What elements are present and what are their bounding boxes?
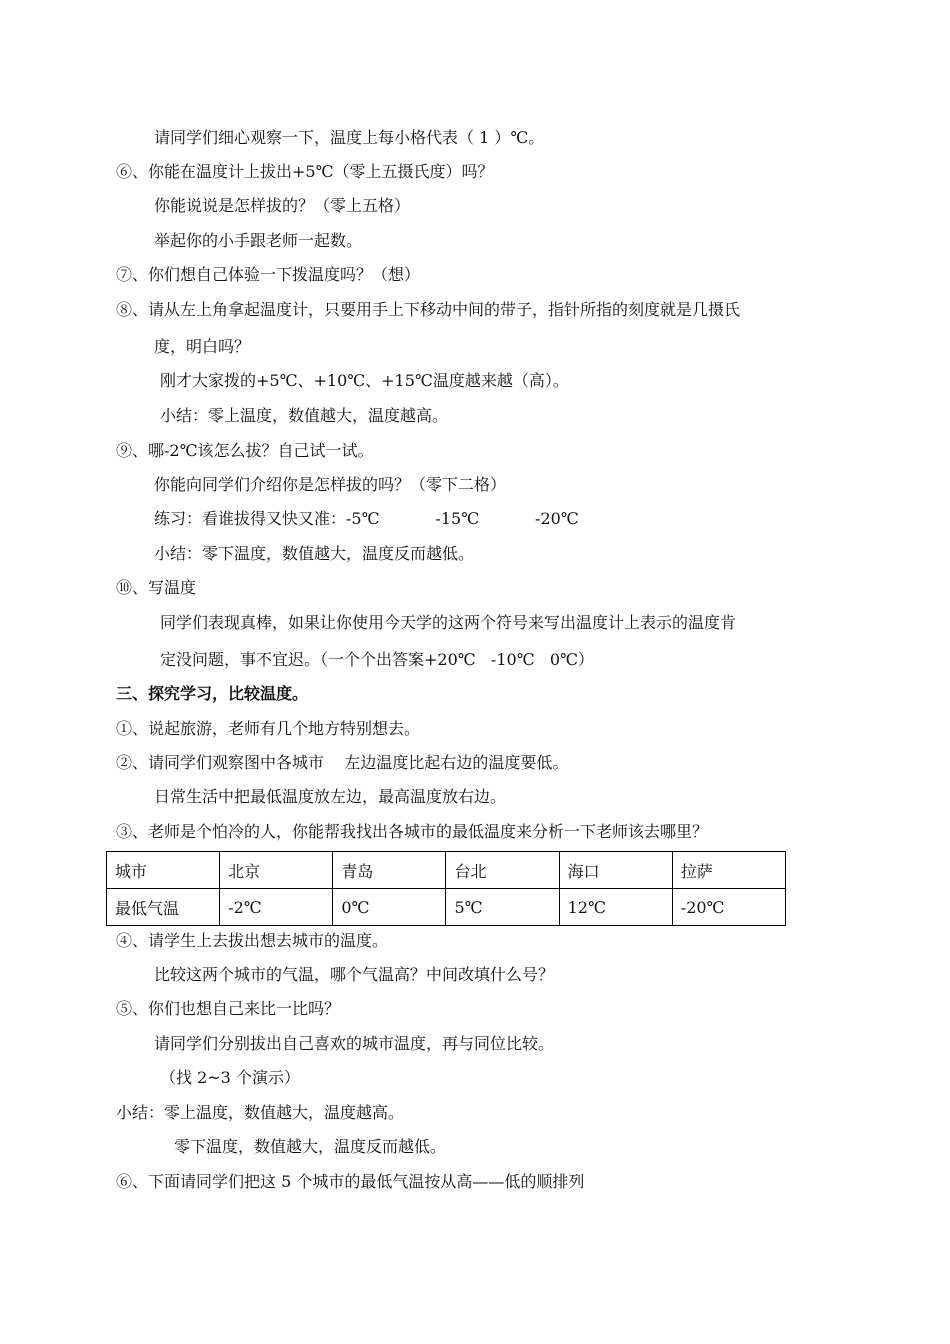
table-cell: 最低气温 [107, 889, 220, 926]
section-heading: 三、探究学习，比较温度。 [116, 684, 309, 703]
text-line: ⑥、你能在温度计上拔出+5℃（零上五摄氏度）吗？ [116, 162, 494, 181]
text-line: 你能向同学们介绍你是怎样拔的吗？（零下二格） [154, 475, 507, 494]
table-cell: 12℃ [559, 889, 672, 926]
text-line: ⑦、你们想自己体验一下拨温度吗？（想） [116, 265, 421, 284]
text-line: ⑨、哪-2℃该怎么拔？自己试一试。 [116, 441, 374, 460]
table-cell: 0℃ [333, 889, 446, 926]
table-cell: -2℃ [220, 889, 333, 926]
text-line: ⑧、请从左上角拿起温度计，只要用手上下移动中间的带子，指针所指的刻度就是几摄氏 [116, 300, 741, 319]
text-line: 同学们表现真棒，如果让你使用今天学的这两个符号来写出温度计上表示的温度肯 [160, 613, 737, 632]
table-cell: 海口 [559, 852, 672, 889]
text-line: 刚才大家拨的+5℃、+10℃、+15℃温度越来越（高）。 [160, 371, 569, 390]
text-line: 定没问题，事不宜迟。（一个个出答案+20℃ -10℃ 0℃） [160, 650, 594, 669]
text-line: 练习：看谁拔得又快又准：-5℃ -15℃ -20℃ [154, 509, 579, 528]
text-line: ①、说起旅游，老师有几个地方特别想去。 [116, 719, 421, 738]
text-line: 小结：零上温度，数值越大，温度越高。 [160, 406, 449, 425]
text-line: 日常生活中把最低温度放左边，最高温度放右边。 [154, 787, 507, 806]
table-cell: -20℃ [672, 889, 785, 926]
text-line: 比较这两个城市的气温，哪个气温高？中间改填什么号？ [154, 965, 555, 984]
text-line: 度，明白吗？ [154, 337, 251, 356]
table-cell: 拉萨 [672, 852, 785, 889]
text-line: 举起你的小手跟老师一起数。 [154, 231, 363, 250]
text-line: ③、老师是个怕冷的人，你能帮我找出各城市的最低温度来分析一下老师该去哪里？ [116, 822, 709, 841]
city-temperature-table [106, 851, 786, 926]
table-row [107, 889, 786, 926]
text-line: ⑥、下面请同学们把这 5 个城市的最低气温按从高——低的顺排列 [116, 1172, 585, 1191]
text-line: ②、请同学们观察图中各城市 左边温度比起右边的温度要低。 [116, 753, 569, 772]
text-line: 你能说说是怎样拔的？（零上五格） [154, 196, 411, 215]
text-line: （找 2~3 个演示） [160, 1068, 300, 1087]
text-line: ④、请学生上去拔出想去城市的温度。 [116, 931, 389, 950]
table-header-row [107, 852, 786, 889]
text-line: ⑤、你们也想自己来比一比吗？ [116, 999, 341, 1018]
text-line: 小结：零下温度，数值越大，温度反而越低。 [154, 544, 475, 563]
table-cell: 青岛 [333, 852, 446, 889]
text-line: ⑩、写温度 [116, 578, 197, 597]
table-cell: 城市 [107, 852, 220, 889]
table-cell: 北京 [220, 852, 333, 889]
text-line: 零下温度，数值越大，温度反而越低。 [174, 1137, 447, 1156]
text-line: 小结：零上温度，数值越大，温度越高。 [116, 1103, 405, 1122]
table-cell: 台北 [446, 852, 559, 889]
table-cell: 5℃ [446, 889, 559, 926]
text-line: 请同学们细心观察一下，温度上每小格代表（ 1 ）℃。 [154, 128, 545, 147]
text-line: 请同学们分别拔出自己喜欢的城市温度，再与同位比较。 [154, 1034, 555, 1053]
